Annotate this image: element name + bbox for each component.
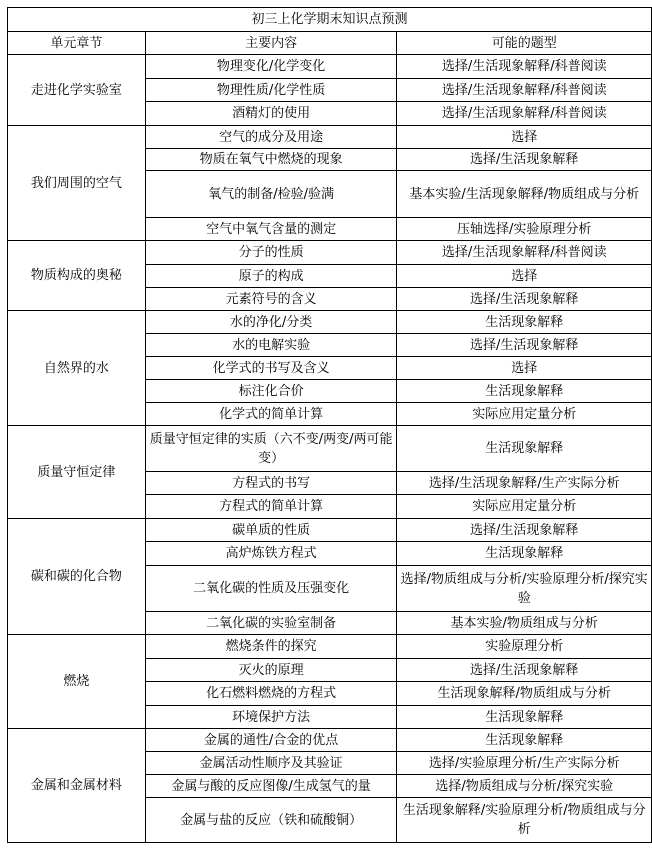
table-body xyxy=(8,8,652,843)
type-cell: 压轴选择/实验原理分析 xyxy=(397,218,652,241)
type-cell: 基本实验/生活现象解释/物质组成与分析 xyxy=(397,171,652,218)
type-cell: 选择 xyxy=(397,126,652,149)
chapter-cell: 质量守恒定律 xyxy=(8,426,146,519)
type-cell: 选择/实验原理分析/生产实际分析 xyxy=(397,752,652,775)
content-cell: 水的电解实验 xyxy=(145,334,397,357)
table-row xyxy=(8,311,652,334)
content-cell: 原子的构成 xyxy=(145,265,397,288)
type-cell: 选择/生活现象解释 xyxy=(397,288,652,311)
type-cell: 实验原理分析 xyxy=(397,635,652,659)
content-cell: 金属与酸的反应图像/生成氢气的量 xyxy=(145,775,397,798)
content-cell: 质量守恒定律的实质（六不变/两变/两可能变） xyxy=(145,426,397,472)
table-row xyxy=(8,241,652,265)
content-cell: 空气中氧气含量的测定 xyxy=(145,218,397,241)
header-content: 主要内容 xyxy=(145,32,397,55)
content-cell: 化学式的书写及含义 xyxy=(145,357,397,380)
type-cell: 生活现象解释 xyxy=(397,380,652,403)
table-row xyxy=(8,729,652,752)
header-type: 可能的题型 xyxy=(397,32,652,55)
type-cell: 选择/生活现象解释/科普阅读 xyxy=(397,55,652,79)
type-cell: 选择/生活现象解释 xyxy=(397,334,652,357)
chapter-cell: 走进化学实验室 xyxy=(8,55,146,126)
table-row xyxy=(8,635,652,659)
content-cell: 方程式的简单计算 xyxy=(145,495,397,519)
type-cell: 选择 xyxy=(397,357,652,380)
table-row xyxy=(8,426,652,472)
type-cell: 实际应用定量分析 xyxy=(397,403,652,426)
type-cell: 生活现象解释/实验原理分析/物质组成与分析 xyxy=(397,798,652,843)
content-cell: 金属与盐的反应（铁和硫酸铜） xyxy=(145,798,397,843)
type-cell: 生活现象解释 xyxy=(397,729,652,752)
content-cell: 分子的性质 xyxy=(145,241,397,265)
type-cell: 选择/生活现象解释/科普阅读 xyxy=(397,102,652,126)
type-cell: 选择/生活现象解释/科普阅读 xyxy=(397,241,652,265)
type-cell: 基本实验/物质组成与分析 xyxy=(397,612,652,635)
type-cell: 选择/生活现象解释 xyxy=(397,519,652,542)
content-cell: 环境保护方法 xyxy=(145,706,397,729)
type-cell: 生活现象解释 xyxy=(397,542,652,566)
content-cell: 物理性质/化学性质 xyxy=(145,79,397,102)
content-cell: 燃烧条件的探究 xyxy=(145,635,397,659)
content-cell: 水的净化/分类 xyxy=(145,311,397,334)
table-row xyxy=(8,55,652,79)
chapter-cell: 碳和碳的化合物 xyxy=(8,519,146,635)
knowledge-table xyxy=(7,7,652,843)
content-cell: 元素符号的含义 xyxy=(145,288,397,311)
header-row xyxy=(8,32,652,55)
content-cell: 灭火的原理 xyxy=(145,659,397,682)
content-cell: 金属活动性顺序及其验证 xyxy=(145,752,397,775)
type-cell: 生活现象解释 xyxy=(397,706,652,729)
content-cell: 化学式的简单计算 xyxy=(145,403,397,426)
content-cell: 二氧化碳的性质及压强变化 xyxy=(145,566,397,612)
table-title: 初三上化学期末知识点预测 xyxy=(8,8,652,32)
type-cell: 选择/生活现象解释 xyxy=(397,659,652,682)
chapter-cell: 我们周围的空气 xyxy=(8,126,146,241)
type-cell: 选择/物质组成与分析/探究实验 xyxy=(397,775,652,798)
chapter-cell: 金属和金属材料 xyxy=(8,729,146,843)
table-row xyxy=(8,519,652,542)
content-cell: 方程式的书写 xyxy=(145,472,397,495)
content-cell: 氧气的制备/检验/验满 xyxy=(145,171,397,218)
content-cell: 空气的成分及用途 xyxy=(145,126,397,149)
type-cell: 生活现象解释 xyxy=(397,426,652,472)
content-cell: 物质在氧气中燃烧的现象 xyxy=(145,149,397,171)
table-row xyxy=(8,126,652,149)
type-cell: 选择/物质组成与分析/实验原理分析/探究实验 xyxy=(397,566,652,612)
title-row xyxy=(8,8,652,32)
type-cell: 选择/生活现象解释 xyxy=(397,149,652,171)
type-cell: 生活现象解释 xyxy=(397,311,652,334)
content-cell: 化石燃料燃烧的方程式 xyxy=(145,682,397,706)
content-cell: 标注化合价 xyxy=(145,380,397,403)
chapter-cell: 燃烧 xyxy=(8,635,146,729)
chapter-cell: 物质构成的奥秘 xyxy=(8,241,146,311)
content-cell: 物理变化/化学变化 xyxy=(145,55,397,79)
header-chapter: 单元章节 xyxy=(8,32,146,55)
content-cell: 酒精灯的使用 xyxy=(145,102,397,126)
type-cell: 选择/生活现象解释/科普阅读 xyxy=(397,79,652,102)
chapter-cell: 自然界的水 xyxy=(8,311,146,426)
content-cell: 碳单质的性质 xyxy=(145,519,397,542)
type-cell: 生活现象解释/物质组成与分析 xyxy=(397,682,652,706)
content-cell: 金属的通性/合金的优点 xyxy=(145,729,397,752)
type-cell: 选择 xyxy=(397,265,652,288)
type-cell: 选择/生活现象解释/生产实际分析 xyxy=(397,472,652,495)
content-cell: 高炉炼铁方程式 xyxy=(145,542,397,566)
content-cell: 二氧化碳的实验室制备 xyxy=(145,612,397,635)
type-cell: 实际应用定量分析 xyxy=(397,495,652,519)
